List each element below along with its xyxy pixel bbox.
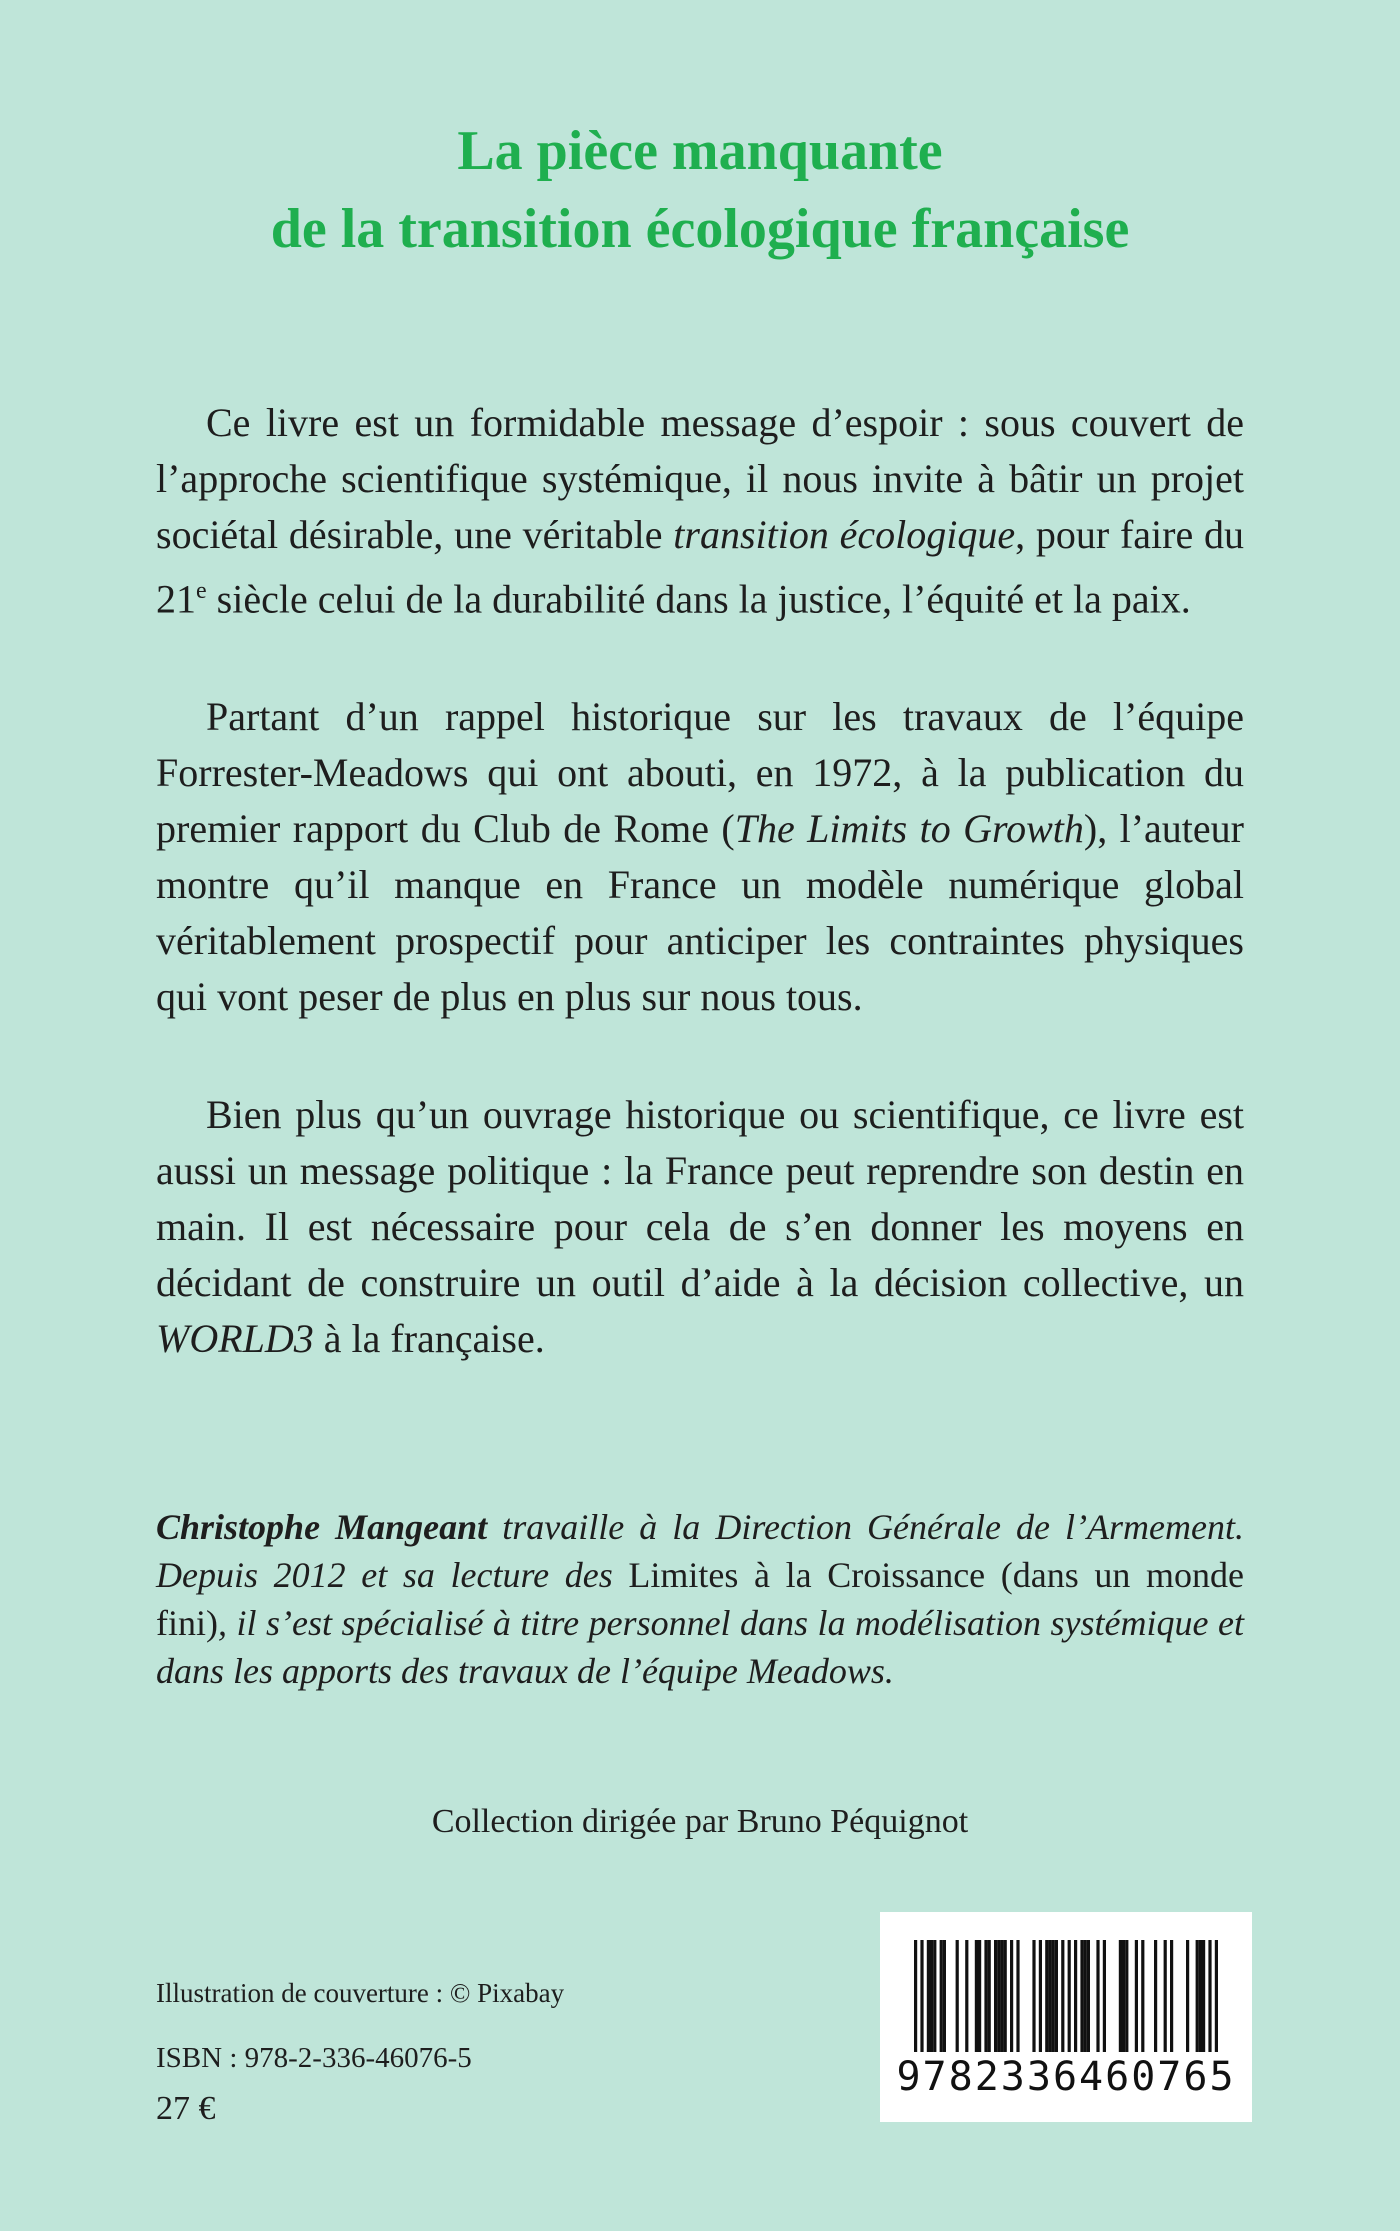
barcode-bar — [1045, 1940, 1048, 2052]
p2-italic: The Limits to Growth — [734, 806, 1084, 852]
p1-text-b: , pour faire du 21 — [156, 512, 1244, 622]
author-book-title: Limites à la Croissance (dans un monde fini) — [156, 1555, 1244, 1643]
barcode-bar — [1055, 1940, 1058, 2052]
barcode-bar — [1154, 1940, 1157, 2052]
barcode-bar — [1068, 1940, 1071, 2052]
blurb — [156, 395, 1244, 1429]
barcode-bar — [1000, 1940, 1003, 2052]
author-bio — [156, 1503, 1244, 1695]
barcode-bar — [975, 1940, 978, 2052]
collection-note: Collection dirigée par Bruno Péquignot — [431, 1803, 969, 1840]
barcode-bar — [943, 1940, 946, 2052]
barcode-bar — [1103, 1940, 1106, 2052]
p3-italic: WORLD3 — [156, 1316, 314, 1362]
author-text-a: travaille à la Direction Générale de l’Armement. Depuis 2012 et sa lecture des — [156, 1507, 1245, 1595]
barcode-bar — [1170, 1940, 1173, 2052]
p1-text-a: Ce livre est un formidable message d’espoir : sous couvert de l’approche scientifique systémique, il nous invite à bâtir un projet sociétal désirable, une véritable — [156, 400, 1244, 557]
barcode-bar — [1119, 1940, 1122, 2052]
barcode-bar — [984, 1940, 987, 2052]
p2-text-b: ), l’auteur montre qu’il manque en France un modèle numérique global véritablement prospectif pour anticiper les contraintes physiques qui vont peser de plus en plus sur nous tous. — [156, 806, 1244, 1020]
barcode-bar — [940, 1940, 943, 2052]
barcode-bar — [1186, 1940, 1189, 2052]
book-title — [0, 112, 1400, 268]
barcode-bar — [997, 1940, 1000, 2052]
barcode — [880, 1912, 1252, 2122]
barcode-bar — [1052, 1940, 1055, 2052]
p1-text-c: siècle celui de la durabilité dans la justice, l’équité et la paix. — [206, 576, 1191, 622]
barcode-bar — [1080, 1940, 1083, 2052]
barcode-bar — [1004, 1940, 1007, 2052]
barcode-bar — [1061, 1940, 1064, 2052]
barcode-bar — [1196, 1940, 1199, 2052]
barcode-bar — [1208, 1940, 1211, 2052]
p1-italic: transition écologique — [673, 512, 1016, 557]
barcode-bar — [1087, 1940, 1090, 2052]
p3-text-a: Bien plus qu’un ouvrage historique ou scientifique, ce livre est aussi un message politique : la France peut reprendre son destin en main. Il est nécessaire pour cela de s’en donner les moyens en décidant de construire un outil d’aide à la décision collective, un — [156, 1092, 1244, 1306]
barcode-bar — [914, 1940, 917, 2052]
blurb-paragraph-1 — [156, 395, 1244, 627]
title-line-1: La pièce manquante — [457, 120, 943, 182]
barcode-bar — [930, 1940, 933, 2052]
author-name: Christophe Mangeant — [156, 1507, 488, 1547]
barcode-bar — [1096, 1940, 1099, 2052]
barcode-bar — [1215, 1940, 1218, 2052]
cover-credit: Illustration de couverture : © Pixabay — [156, 1978, 565, 2008]
p1-superscript: e — [196, 578, 207, 604]
title-line-2: de la transition écologique française — [270, 198, 1130, 260]
barcode-bar — [978, 1940, 981, 2052]
blurb-paragraph-2 — [156, 689, 1244, 1025]
barcode-bar — [1122, 1940, 1125, 2052]
barcode-bar — [1039, 1940, 1042, 2052]
p2-text-a: Partant d’un rappel historique sur les travaux de l’équipe Forrester-Meadows qui ont abouti, en 1972, à la publication du premier rapport du Club de Rome ( — [156, 694, 1244, 852]
barcode-bar — [956, 1940, 959, 2052]
barcode-bar — [1084, 1940, 1087, 2052]
barcode-bar — [1048, 1940, 1051, 2052]
barcode-bar — [988, 1940, 991, 2052]
barcode-bar — [1016, 1940, 1019, 2052]
barcode-bar — [927, 1940, 930, 2052]
barcode-bar — [1032, 1940, 1035, 2052]
barcode-bar — [1164, 1940, 1167, 2052]
p3-text-b: à la française. — [313, 1316, 545, 1362]
barcode-bar — [920, 1940, 923, 2052]
isbn: ISBN : 978-2-336-46076-5 — [156, 2042, 472, 2074]
barcode-bar — [1199, 1940, 1202, 2052]
barcode-bar — [933, 1940, 936, 2052]
barcode-bar — [994, 1940, 997, 2052]
author-text-b: , il s’est spécialisé à titre personnel dans la modélisation systémique et dans les apports des travaux de l’équipe Meadows. — [156, 1603, 1244, 1691]
blurb-paragraph-3 — [156, 1087, 1244, 1367]
barcode-bar — [1135, 1940, 1138, 2052]
barcode-bar — [1010, 1940, 1013, 2052]
barcode-bar — [1074, 1940, 1077, 2052]
barcode-bar — [1202, 1940, 1205, 2052]
barcode-bar — [965, 1940, 968, 2052]
barcode-bar — [1125, 1940, 1128, 2052]
barcode-bar — [1141, 1940, 1144, 2052]
barcode-digits: 9782336460765 — [896, 2054, 1236, 2100]
price: 27 € — [156, 2090, 216, 2127]
barcode-bars — [896, 1940, 1236, 2052]
